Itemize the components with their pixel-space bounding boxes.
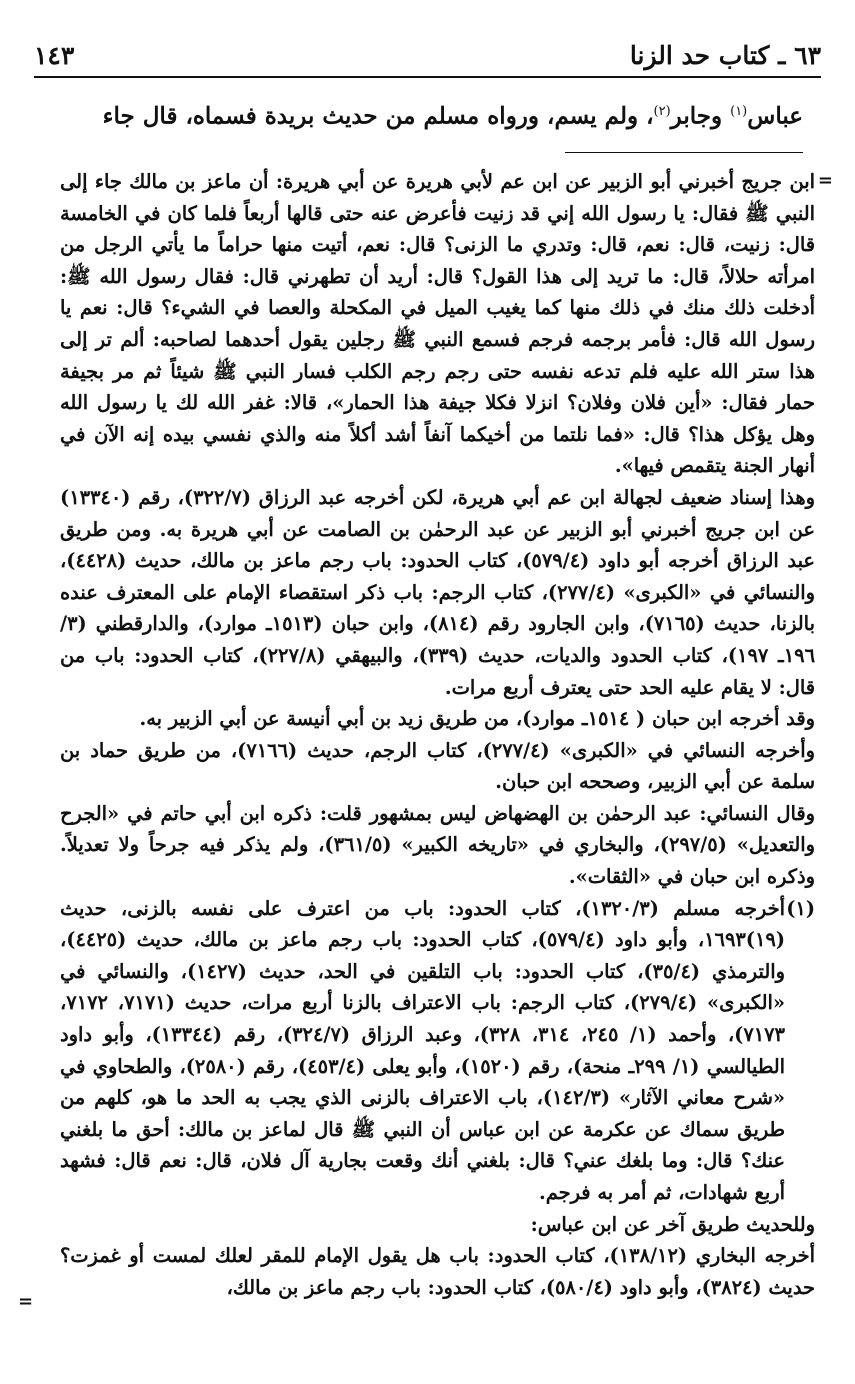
footnote-paragraph: وهذا إسناد ضعيف لجهالة ابن عم أبي هريرة، لكن أخرجه عبد الرزاق (٣٢٢/٧)، رقم (١٣٣٤٠) عن ابن جريج أخبرني أبو الزبير عن عبد الرحمٰن بن الصامت عن أبي هريرة به. ومن طريق عبد الرزاق أخرجه أبو داود (٥٧٩/٤)، كتاب الحدود: باب رجم ماعز بن مالك، حديث (٤٤٢٨)، والنسائي في «الكبرى» (٢٧٧/٤)، كتاب الرجم: باب ذكر استقصاء الإمام على المعترف عنده بالزنا، حديث (٧١٦٥)، وابن الجارود رقم (٨١٤)، وابن حبان (١٥١٣ـ موارد)، والدارقطني (٣/ ١٩٦ـ ١٩٧)، كتاب الحدود والديات، حديث (٣٣٩)، والبيهقي (٢٢٧/٨)، كتاب الحدود: باب من قال: لا يقام عليه الحد حتى يعترف أربع مرات. bbox=[60, 485, 815, 699]
footnote-paragraph: وقد أخرجه ابن حبان ( ١٥١٤ـ موارد)، من طريق زيد بن أبي أنيسة عن أبي الزبير به. bbox=[139, 707, 815, 731]
running-title: ٦٣ ـ كتاب حد الزنا bbox=[629, 40, 821, 70]
footnote-paragraph: وقال النسائي: عبد الرحمٰن بن الهضهاض ليس بمشهور قلت: ذكره ابن أبي حاتم في «الجرح والتعديل» (٢٩٧/٥)، والبخاري في «تاريخه الكبير» (٣٦١/٥)، ولم يذكر فيه جرحاً ولا تعديلاً. وذكره ابن حبان في «الثقات». bbox=[60, 801, 815, 889]
continuation-mark: = bbox=[817, 170, 833, 191]
footnote-separator bbox=[565, 152, 803, 153]
page-header bbox=[34, 38, 821, 72]
footnote-paragraph: وأخرجه النسائي في «الكبرى» (٢٧٧/٤)، كتاب الرجم، حديث (٧١٦٦)، من طريق حماد بن سلمة عن أبي الزبير، وصححه ابن حبان. bbox=[60, 738, 815, 794]
header-rule bbox=[34, 76, 821, 78]
footnote-ref-1: (١) bbox=[730, 104, 748, 119]
footnote-marker: (١) bbox=[786, 896, 815, 920]
end-continuation-mark: = bbox=[18, 1291, 34, 1312]
footnote-paragraph: أخرجه البخاري (١٣٨/١٢)، كتاب الحدود: باب هل يقول الإمام للمقر لعلك لمست أو غمزت؟ حديث (٣٨٢٤)، وأبو داود (٥٨٠/٤)، كتاب الحدود: باب رجم ماعز بن مالك، bbox=[60, 1244, 815, 1299]
footnote-ref-2: (٢) bbox=[653, 104, 671, 119]
main-text-part: وجابر bbox=[670, 102, 731, 130]
footnote-1 bbox=[60, 893, 815, 1209]
footnote-body: أخرجه مسلم (١٣٢٠/٣)، كتاب الحدود: باب من اعترف على نفسه بالزنى، حديث (١٩)١٦٩٣، وأبو داود (٥٧٩/٤)، كتاب الحدود: باب رجم ماعز بن مالك، حديث (٤٤٢٥)، والترمذي (٣٥/٤)، كتاب الحدود: باب التلقين في الحد، حديث (١٤٢٧)، والنسائي في «الكبرى» (٢٧٩/٤)، كتاب الرجم: باب الاعتراف بالزنا أربع مرات، حديث (٧١٧١، ٧١٧٢، ٧١٧٣)، وأحمد (١/ ٢٤٥، ٣١٤، ٣٢٨)، وعبد الرزاق (٣٢٤/٧)، رقم (١٣٣٤٤)، وأبو داود الطيالسي (١/ ٢٩٩ـ منحة)، رقم (١٥٢٠)، وأبو يعلى (٤٥٣/٤)، رقم (٢٥٨٠)، والطحاوي في «شرح معاني الآثار» (١٤٢/٣)، باب الاعتراف بالزنى الذي يجب به الحد ما هو، كلهم من طريق سماك عن عكرمة عن ابن عباس أن النبي ﷺ قال لماعز بن مالك: أحق ما بلغني عنك؟ قال: وما بلغك عني؟ قال: بلغني أنك وقعت بجارية آل فلان، قال: نعم قال: فشهد أربع شهادات، ثم أمر به فرجم. bbox=[60, 896, 786, 1204]
main-text bbox=[34, 92, 803, 137]
main-text-part: عباس bbox=[747, 102, 803, 130]
footnotes bbox=[60, 166, 815, 1303]
page-number: ١٤٣ bbox=[34, 40, 75, 70]
footnote-paragraph: وللحديث طريق آخر عن ابن عباس: bbox=[530, 1212, 815, 1236]
footnote-paragraph: ابن جريج أخبرني أبو الزبير عن ابن عم لأبي هريرة عن أبي هريرة: أن ماعز بن مالك جاء إلى النبي ﷺ فقال: يا رسول الله إني قد زنيت فأعرض عنه حتى قالها أربعاً فلما كان في الخامسة قال: زنيت، قال: نعم، قال: وتدري ما الزنى؟ قال: نعم، أتيت منها حراماً ما يأتي الرجل من امرأته حلالاً، قال: ما تريد إلى هذا القول؟ قال: أريد أن تطهرني قال: فقال رسول الله ﷺ: أدخلت ذلك منك في ذلك منها كما يغيب الميل في المكحلة والعصا في الشيء؟ قال: نعم يا رسول الله قال: فأمر برجمه فرجم فسمع النبي ﷺ رجلين يقول أحدهما لصاحبه: ألم تر إلى هذا ستر الله عليه فلم تدعه نفسه حتى رجم رجم الكلب فسار النبي ﷺ شيئاً ثم مر بجيفة حمار فقال: «أين فلان وفلان؟ انزلا فكلا جيفة هذا الحمار»، قالا: غفر الله لك يا رسول الله وهل يؤكل هذا؟ قال: «فما نلتما من أخيكما آنفاً أشد أكلاً منه والذي نفسي بيده إنه الآن في أنهار الجنة يتقمص فيها». bbox=[60, 170, 815, 478]
main-text-part: ، ولم يسم، ورواه مسلم من حديث بريدة فسماه، قال جاء bbox=[102, 102, 654, 130]
